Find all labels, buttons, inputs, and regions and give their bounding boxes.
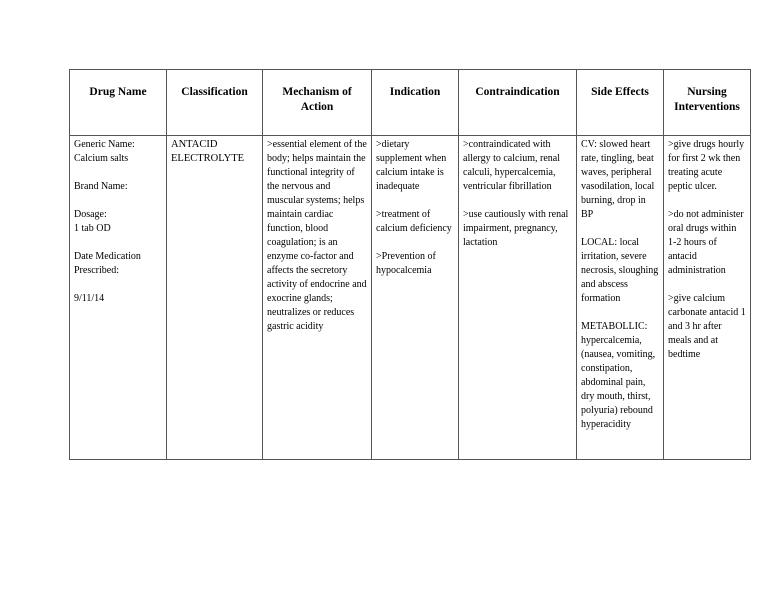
- date-prescribed-label-1: Date Medication: [74, 251, 141, 262]
- classification-line-2: ELECTROLYTE: [171, 153, 245, 164]
- header-nursing-interventions: Nursing Interventions: [664, 70, 751, 136]
- date-prescribed-label-2: Prescribed:: [74, 265, 119, 276]
- header-mechanism: Mechanism of Action: [263, 70, 372, 136]
- dosage-label: Dosage:: [74, 209, 107, 220]
- header-side-effects: Side Effects: [577, 70, 664, 136]
- side-effects-cv: CV: slowed heart rate, tingling, beat waves, peripheral vasodilation, local burning, drop in BP: [581, 139, 657, 220]
- header-row: [70, 70, 751, 136]
- nursing-interventions-cell: [664, 136, 751, 460]
- header-drug-name: Drug Name: [70, 70, 167, 136]
- drug-name-cell: [70, 136, 167, 460]
- generic-name-label: Generic Name:: [74, 139, 135, 150]
- brand-name-label: Brand Name:: [74, 181, 128, 192]
- nursing-item-1: >give drugs hourly for first 2 wk then treating acute peptic ulcer.: [668, 139, 747, 192]
- header-contraindication: Contraindication: [459, 70, 577, 136]
- generic-name-value: Calcium salts: [74, 153, 129, 164]
- table-row: [70, 136, 751, 460]
- classification-line-1: ANTACID: [171, 139, 218, 150]
- contraindication-item-1: >contraindicated with allergy to calcium, renal calculi, hypercalcemia, ventricular fibrillation: [463, 139, 563, 192]
- classification-cell: [167, 136, 263, 460]
- mechanism-text: >essential element of the body; helps maintain the functional integrity of the nervous and muscular systems; helps maintain cardiac function, blood coagulation; is an enzyme co-factor and affects the secretory activity of endocrine and exocrine glands; neutralizes or reduces gastric acidity: [267, 139, 370, 332]
- nursing-item-3: >give calcium carbonate antacid 1 and 3 hr after meals and at bedtime: [668, 293, 749, 360]
- side-effects-metabolic: METABOLLIC: hypercalcemia, (nausea, vomiting, constipation, abdominal pain, dry mouth, thirst, polyuria) rebound hyperacidity: [581, 321, 658, 430]
- header-classification: Classification: [167, 70, 263, 136]
- contraindication-cell: [459, 136, 577, 460]
- header-indication: Indication: [372, 70, 459, 136]
- contraindication-item-2: >use cautiously with renal impairment, pregnancy, lactation: [463, 209, 571, 248]
- mechanism-cell: [263, 136, 372, 460]
- drug-study-table: [69, 69, 751, 460]
- indication-cell: [372, 136, 459, 460]
- indication-item-1: >dietary supplement when calcium intake is inadequate: [376, 139, 449, 192]
- date-prescribed-value: 9/11/14: [74, 293, 105, 304]
- indication-item-2: >treatment of calcium deficiency: [376, 209, 452, 234]
- nursing-item-2: >do not administer oral drugs within 1-2 hours of antacid administration: [668, 209, 747, 276]
- side-effects-local: LOCAL: local irritation, severe necrosis, sloughing and abscess formation: [581, 237, 661, 304]
- dosage-value: 1 tab OD: [74, 223, 111, 234]
- indication-item-3: >Prevention of hypocalcemia: [376, 251, 439, 276]
- side-effects-cell: [577, 136, 664, 460]
